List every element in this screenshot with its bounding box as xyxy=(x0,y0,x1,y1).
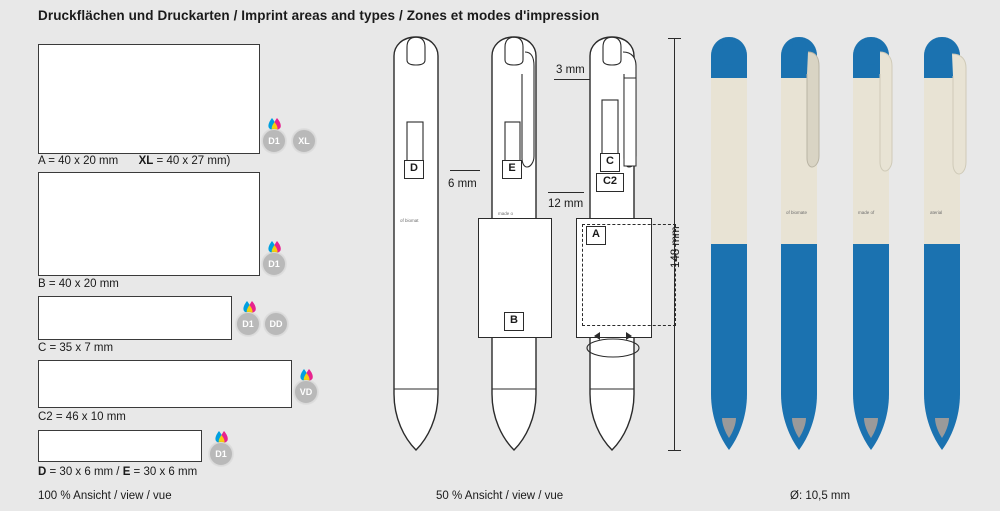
dim-height-cap-bottom xyxy=(668,450,681,451)
pen-label-a: A xyxy=(586,226,606,245)
pen-label-c: C xyxy=(600,153,620,172)
badge-d1-b: D1 xyxy=(262,252,286,276)
color-pen-1 xyxy=(705,34,753,454)
caption-a-extra: XL = 40 x 27 mm) xyxy=(138,155,231,167)
pen-label-d: D xyxy=(404,160,424,179)
footer-middle: 50 % Ansicht / view / vue xyxy=(436,490,564,502)
pen-drawing-d xyxy=(386,34,446,454)
pen-label-c2: C2 xyxy=(596,173,624,192)
imprint-area-caption-b: B = 40 x 20 mm xyxy=(38,278,119,290)
imprint-area-caption-c2: C2 = 46 x 10 mm xyxy=(38,411,126,423)
badge-d1-a: D1 xyxy=(262,129,286,153)
badge-dd-c: DD xyxy=(264,312,288,336)
pen-label-e: E xyxy=(502,160,522,179)
badge-vd-c2: VD xyxy=(294,380,318,404)
rotation-indicator-icon xyxy=(576,330,650,362)
color-pen-4 xyxy=(918,34,972,454)
badge-d1-c: D1 xyxy=(236,312,260,336)
color-pen-4-micro-text: aterial xyxy=(930,210,943,215)
dim-height-cap-top xyxy=(668,38,681,39)
footer-right: Ø: 10,5 mm xyxy=(790,490,851,502)
badge-xl-a: XL xyxy=(292,129,316,153)
dim-height-label: 148 mm xyxy=(670,226,682,268)
pen1-micro-text: of biomat xyxy=(400,218,419,223)
dim-6mm-line xyxy=(450,170,480,171)
color-pens-panel xyxy=(690,0,1000,511)
color-pen-2 xyxy=(775,34,827,454)
pen2-micro-text: made o xyxy=(498,211,514,216)
dim-3mm-line xyxy=(554,79,590,80)
dim-12mm-label: 12 mm xyxy=(548,198,584,210)
page-title: Druckflächen und Druckarten / Imprint areas and types / Zones et modes d'impression xyxy=(38,8,600,23)
pen-label-b: B xyxy=(504,312,524,331)
imprint-area-caption-c: C = 35 x 7 mm xyxy=(38,342,114,354)
dim-3mm-label: 3 mm xyxy=(556,64,585,76)
footer-left: 100 % Ansicht / view / vue xyxy=(38,490,172,502)
color-pen-3 xyxy=(847,34,899,454)
caption-a-main: A = 40 x 20 mm xyxy=(38,155,119,167)
badge-d1-d: D1 xyxy=(209,442,233,466)
imprint-area-caption-d: D = 30 x 6 mm / E = 30 x 6 mm xyxy=(38,466,198,478)
color-pen-3-micro-text: made of xyxy=(858,210,875,215)
dim-12mm-line xyxy=(548,192,584,193)
dim-6mm-label: 6 mm xyxy=(448,178,477,190)
color-pen-2-micro-text: of biomate xyxy=(786,210,808,215)
